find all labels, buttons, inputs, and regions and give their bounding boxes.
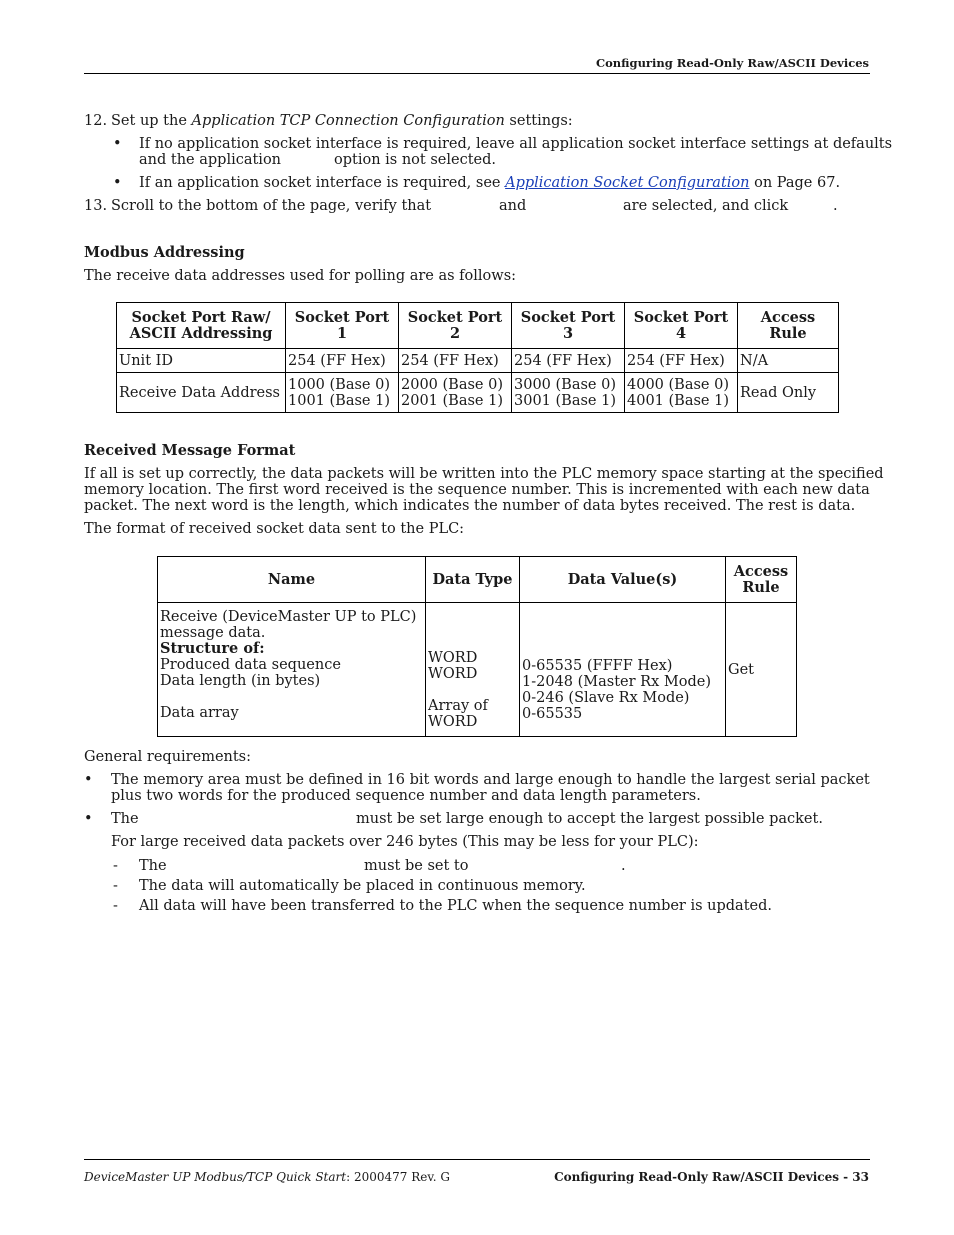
access-rule-cell: Get <box>726 603 797 737</box>
footer-rule <box>84 1159 870 1160</box>
col-header-data-type: Data Type <box>426 557 520 603</box>
bullet-2-mark: • <box>113 175 122 191</box>
table-cell: Receive Data Address <box>117 373 286 413</box>
step-13-text-c: are selected, and click <box>623 198 789 214</box>
data-values-cell: 0-65535 (FFFF Hex) 1-2048 (Master Rx Mode) 0-246 (Slave Rx Mode) 0-65535 <box>520 603 726 737</box>
received-para-line1: If all is set up correctly, the data packets will be written into the PLC memory space starting at the specified <box>84 466 884 482</box>
step-12-post: settings: <box>504 113 573 129</box>
bullet-1-mark: • <box>113 136 122 152</box>
table-cell: 254 (FF Hex) <box>512 349 625 373</box>
general-bullet-1-line2: plus two words for the produced sequence number and data length parameters. <box>111 788 701 804</box>
header-rule <box>84 73 870 74</box>
bullet-2-text <box>139 175 840 191</box>
table-cell: N/A <box>738 349 839 373</box>
page-header-title: Configuring Read-Only Raw/ASCII Devices <box>595 56 869 70</box>
table-row <box>117 373 839 413</box>
col-header-access-rule: Access Rule <box>738 303 839 349</box>
general-bullet-1-line1: The memory area must be defined in 16 bit words and large enough to handle the largest serial packet <box>111 772 870 788</box>
footer-page-title: Configuring Read-Only Raw/ASCII Devices - 33 <box>554 1170 869 1184</box>
table-cell: Unit ID <box>117 349 286 373</box>
col-header-port-2: Socket Port 2 <box>399 303 512 349</box>
table-cell: 1000 (Base 0) 1001 (Base 1) <box>286 373 399 413</box>
dash-1-c: . <box>621 858 626 874</box>
step-13-text-b: and <box>499 198 527 214</box>
modbus-address-table <box>116 302 839 413</box>
col-header-data-values: Data Value(s) <box>520 557 726 603</box>
col-header-addressing: Socket Port Raw/ ASCII Addressing <box>117 303 286 349</box>
bullet-2-pre: If an application socket interface is required, see <box>139 175 506 191</box>
received-format-table <box>157 556 797 737</box>
general-bullet-2-b: must be set large enough to accept the largest possible packet. <box>356 811 823 827</box>
dash-1-a: The <box>139 858 167 874</box>
bullet-1-line2a: and the application <box>139 152 282 168</box>
general-requirements-intro: General requirements: <box>84 749 252 765</box>
received-para-line2: memory location. The first word received is the sequence number. This is incremented with each new data <box>84 482 870 498</box>
dash-1-b: must be set to <box>364 858 469 874</box>
dash-3-text: All data will have been transferred to the PLC when the sequence number is updated. <box>139 898 773 914</box>
step-12-emphasis: Application TCP Connection Configuration <box>191 113 505 129</box>
received-format-heading: Received Message Format <box>84 442 296 459</box>
table-cell: 254 (FF Hex) <box>625 349 738 373</box>
step-13-text-a: Scroll to the bottom of the page, verify that <box>111 198 432 214</box>
table-row <box>117 349 839 373</box>
general-bullet-2-a: The <box>111 811 139 827</box>
footer-document-info <box>84 1170 450 1184</box>
modbus-addressing-heading: Modbus Addressing <box>84 244 245 261</box>
table-cell: 254 (FF Hex) <box>286 349 399 373</box>
col-header-port-3: Socket Port 3 <box>512 303 625 349</box>
data-type-cell: WORD WORD Array of WORD <box>426 603 520 737</box>
application-socket-configuration-link[interactable]: Application Socket Configuration <box>505 175 750 191</box>
step-12-pre: Set up the <box>111 113 192 129</box>
dash-3-mark: - <box>113 898 118 914</box>
footer-document-title: DeviceMaster UP Modbus/TCP Quick Start <box>84 1170 347 1184</box>
received-para-line3: packet. The next word is the length, which indicates the number of data bytes received. The rest is data. <box>84 498 856 514</box>
col-header-port-1: Socket Port 1 <box>286 303 399 349</box>
received-para-2: The format of received socket data sent to the PLC: <box>84 521 465 537</box>
step-13-number: 13. <box>84 198 108 214</box>
table-cell: 254 (FF Hex) <box>399 349 512 373</box>
col-header-access-rule: Access Rule <box>726 557 797 603</box>
name-cell: Receive (DeviceMaster UP to PLC) message data. Structure of: Produced data sequence Data length (in bytes) Data array <box>158 603 426 737</box>
table-cell: Read Only <box>738 373 839 413</box>
dash-2-mark: - <box>113 878 118 894</box>
footer-revision: : 2000477 Rev. G <box>346 1170 450 1184</box>
table-row <box>158 603 797 737</box>
table-cell: 4000 (Base 0) 4001 (Base 1) <box>625 373 738 413</box>
dash-2-text: The data will automatically be placed in continuous memory. <box>139 878 586 894</box>
table-cell: 3000 (Base 0) 3001 (Base 1) <box>512 373 625 413</box>
step-12-number: 12. <box>84 113 108 129</box>
general-large-packets: For large received data packets over 246 bytes (This may be less for your PLC): <box>111 834 699 850</box>
dash-1-mark: - <box>113 858 118 874</box>
col-header-port-4: Socket Port 4 <box>625 303 738 349</box>
bullet-1-line1: If no application socket interface is required, leave all application socket interface settings at defaults <box>139 136 893 152</box>
modbus-intro: The receive data addresses used for polling are as follows: <box>84 268 517 284</box>
general-bullet-2-mark: • <box>84 811 93 827</box>
col-header-name: Name <box>158 557 426 603</box>
bullet-1-line2b: option is not selected. <box>334 152 497 168</box>
general-bullet-1-mark: • <box>84 772 93 788</box>
step-12-text <box>111 113 573 129</box>
step-13-text-d: . <box>833 198 838 214</box>
table-cell: 2000 (Base 0) 2001 (Base 1) <box>399 373 512 413</box>
bullet-2-post: on Page 67. <box>749 175 841 191</box>
